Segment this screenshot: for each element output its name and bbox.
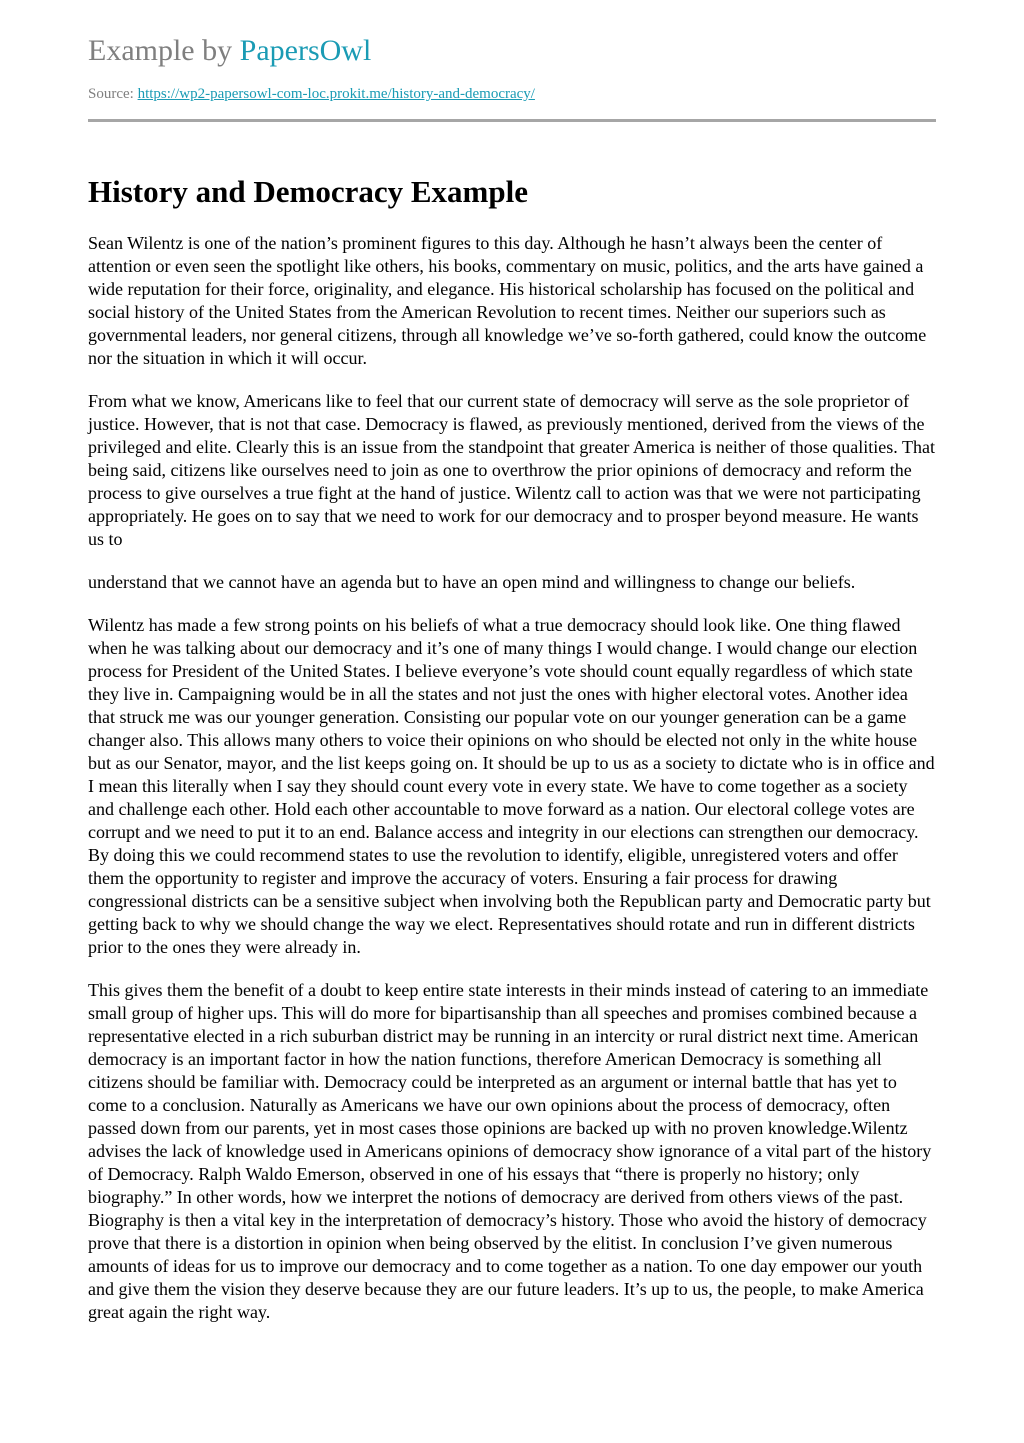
paragraph: understand that we cannot have an agenda but to have an open mind and willingness to change our beliefs. — [88, 572, 856, 592]
brand-prefix: Example by — [88, 34, 240, 67]
source-line — [88, 85, 936, 103]
paragraph: This gives them the benefit of a doubt to keep entire state interests in their minds instead of catering to an immediate small group of higher ups. This will do more for bipartisanship than all speeches and promises combined because a representative elected in a rich suburban district may be running in an intercity or rural district next time. American democracy is an important factor in how the nation functions, therefore American Democracy is something all citizens should be familiar with. Democracy could be interpreted as an argument or internal battle that has yet to come to a conclusion. Naturally as Americans we have our own opinions about the process of democracy, often passed down from our parents, yet in most cases those opinions are backed up with no proven knowledge.Wilentz advises the lack of knowledge used in Americans opinions of democracy show ignorance of a vital part of the history of Democracy. Ralph Waldo Emerson, observed in one of his essays that “there is properly no history; only biography.” In other words, how we interpret the notions of democracy are derived from others views of the past. Biography is then a vital key in the interpretation of democracy’s history. Those who avoid the history of democracy prove that there is a distortion in opinion when being observed by the elitist. In conclusion I’ve given numerous amounts of ideas for us to improve our democracy and to come together as a nation. To one day empower our youth and give them the vision they deserve because they are our future leaders. It’s up to us, the people, to make America great again the right way. — [88, 980, 932, 1322]
paragraph: Sean Wilentz is one of the nation’s prominent figures to this day. Although he hasn’t always been the center of attention or even seen the spotlight like others, his books, commentary on music, politics, and the arts have gained a wide reputation for their force, originality, and elegance. His historical scholarship has focused on the political and social history of the United States from the American Revolution to recent times. Neither our superiors such as governmental leaders, nor general citizens, through all knowledge we’ve so-forth gathered, could know the outcome nor the situation in which it will occur. — [88, 233, 927, 368]
paragraph: Wilentz has made a few strong points on his beliefs of what a true democracy should look like. One thing flawed when he was talking about our democracy and it’s one of many things I would change. I would change our election process for President of the United States. I believe everyone’s vote should count equally regardless of which state they live in. Campaigning would be in all the states and not just the ones with higher electoral votes. Another idea that struck me was our younger generation. Consisting our popular vote on our younger generation can be a game changer also. This allows many others to voice their opinions on who should be elected not only in the white house but as our Senator, mayor, and the list keeps going on. It should be up to us as a society to dictate who is in office and I mean this literally when I say they should count every vote in every state. We have to come together as a society and challenge each other. Hold each other accountable to move forward as a nation. Our electoral college votes are corrupt and we need to put it to an end. Balance access and integrity in our elections can strengthen our democracy. By doing this we could recommend states to use the revolution to identify, eligible, unregistered voters and offer them the opportunity to register and improve the accuracy of voters. Ensuring a fair process for drawing congressional districts can be a sensitive subject when involving both the Republican party and Democratic party but getting back to why we should change the way we elect. Representatives should rotate and run in different districts prior to the ones they were already in. — [88, 615, 935, 957]
source-url-link[interactable]: https://wp2-papersowl-com-loc.prokit.me/history-and-democracy/ — [137, 86, 535, 102]
brand-name-link[interactable]: PapersOwl — [239, 34, 372, 67]
brand-header — [88, 0, 936, 69]
document-title: History and Democracy Example — [88, 174, 528, 209]
source-label: Source: — [88, 86, 138, 102]
paragraph: From what we know, Americans like to feel that our current state of democracy will serve as the sole proprietor of justice. However, that is not that case. Democracy is flawed, as previously mentioned, derived from the views of the privileged and elite. Clearly this is an issue from the standpoint that greater America is neither of those qualities. That being said, citizens like ourselves need to join as one to overthrow the prior opinions of democracy and reform the process to give ourselves a true fight at the hand of justice. Wilentz call to action was that we were not participating appropriately. He goes on to say that we need to work for our democracy and to prosper beyond measure. He wants us to — [88, 391, 935, 549]
header-divider — [88, 119, 936, 122]
document-page — [88, 0, 936, 1344]
article-body — [88, 232, 936, 1324]
